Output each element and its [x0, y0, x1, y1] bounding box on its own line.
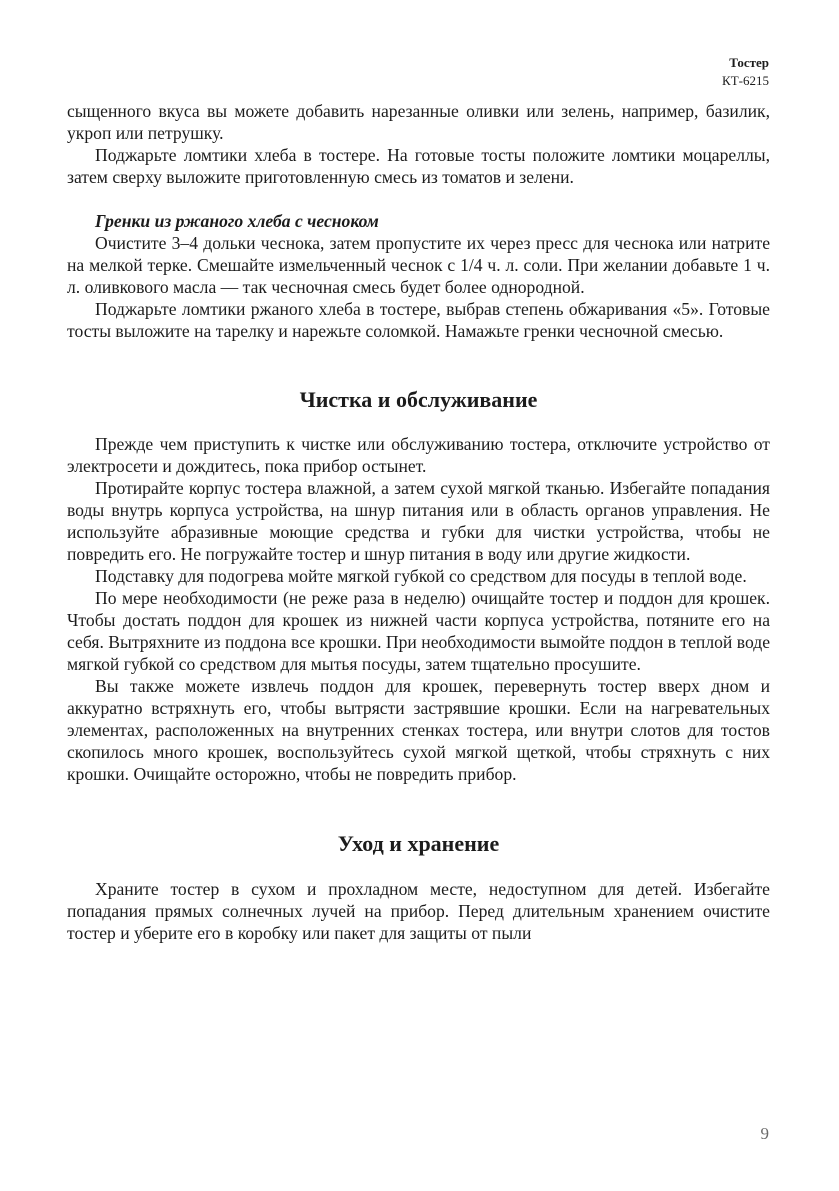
cleaning-paragraph: Подставку для подогрева мойте мягкой губкой со средством для посуды в теплой воде.	[95, 566, 747, 586]
storage-paragraph: Храните тостер в сухом и прохладном месте, недоступном для детей. Избегайте попадания прямых солнечных лучей на прибор. Перед длительным хранением очистите тостер и уберите его в коробку или пакет для защиты от пыли	[67, 879, 770, 943]
recipe-title: Гренки из ржаного хлеба с чесноком	[95, 211, 379, 231]
cleaning-paragraph: По мере необходимости (не реже раза в неделю) очищайте тостер и поддон для крошек. Чтобы достать поддон для крошек из нижней части корпуса устройства, потяните его на себя. Вытряхните из поддона все крошки. При необходимости вымойте поддон в теплой воде мягкой губкой со средством для мытья посуды, затем тщательно просушите.	[67, 588, 770, 674]
section-title-storage: Уход и хранение	[337, 831, 500, 856]
cleaning-paragraph: Прежде чем приступить к чистке или обслуживанию тостера, отключите устройство от электросети и дождитесь, пока прибор остынет.	[67, 434, 770, 476]
page-body	[67, 100, 770, 944]
cleaning-paragraph: Вы также можете извлечь поддон для крошек, перевернуть тостер вверх дном и аккуратно встряхнуть его, чтобы вытрясти застрявшие крошки. Если на нагревательных элементах, расположенных на внутренних стенках тостера, или внутри слотов для тостов скопилось много крошек, воспользуйтесь сухой мягкой щеткой, чтобы стряхнуть с них крошки. Очищайте осторожно, чтобы не повредить прибор.	[67, 676, 770, 784]
running-header	[722, 54, 769, 90]
section-title-cleaning: Чистка и обслуживание	[299, 387, 538, 412]
intro-paragraph-continued: сыщенного вкуса вы можете добавить нарезанные оливки или зелень, например, базилик, укроп или петрушку.	[67, 101, 770, 143]
cleaning-paragraph: Протирайте корпус тостера влажной, а затем сухой мягкой тканью. Избегайте попадания воды внутрь корпуса устройства, на шнур питания или в область органов управления. Не используйте абразивные моющие средства и губки для чистки устройства, чтобы не повредить его. Не погружайте тостер и шнур питания в воду или другие жидкости.	[67, 478, 770, 564]
product-model-code: КТ-6215	[722, 73, 769, 88]
recipe-paragraph: Очистите 3–4 дольки чеснока, затем пропустите их через пресс для чеснока или натрите на мелкой терке. Смешайте измельченный чеснок с 1/4 ч. л. соли. При желании добавьте 1 ч. л. оливкового масла — так чесночная смесь будет более однородной.	[67, 233, 770, 297]
product-name: Тостер	[729, 55, 769, 70]
page-number: 9	[760, 1124, 769, 1143]
intro-paragraph: Поджарьте ломтики хлеба в тостере. На готовые тосты положите ломтики моцареллы, затем сверху выложите приготовленную смесь из томатов и зелени.	[67, 145, 770, 187]
recipe-paragraph: Поджарьте ломтики ржаного хлеба в тостере, выбрав степень обжаривания «5». Готовые тосты выложите на тарелку и нарежьте соломкой. Намажьте гренки чесночной смесью.	[67, 299, 770, 341]
